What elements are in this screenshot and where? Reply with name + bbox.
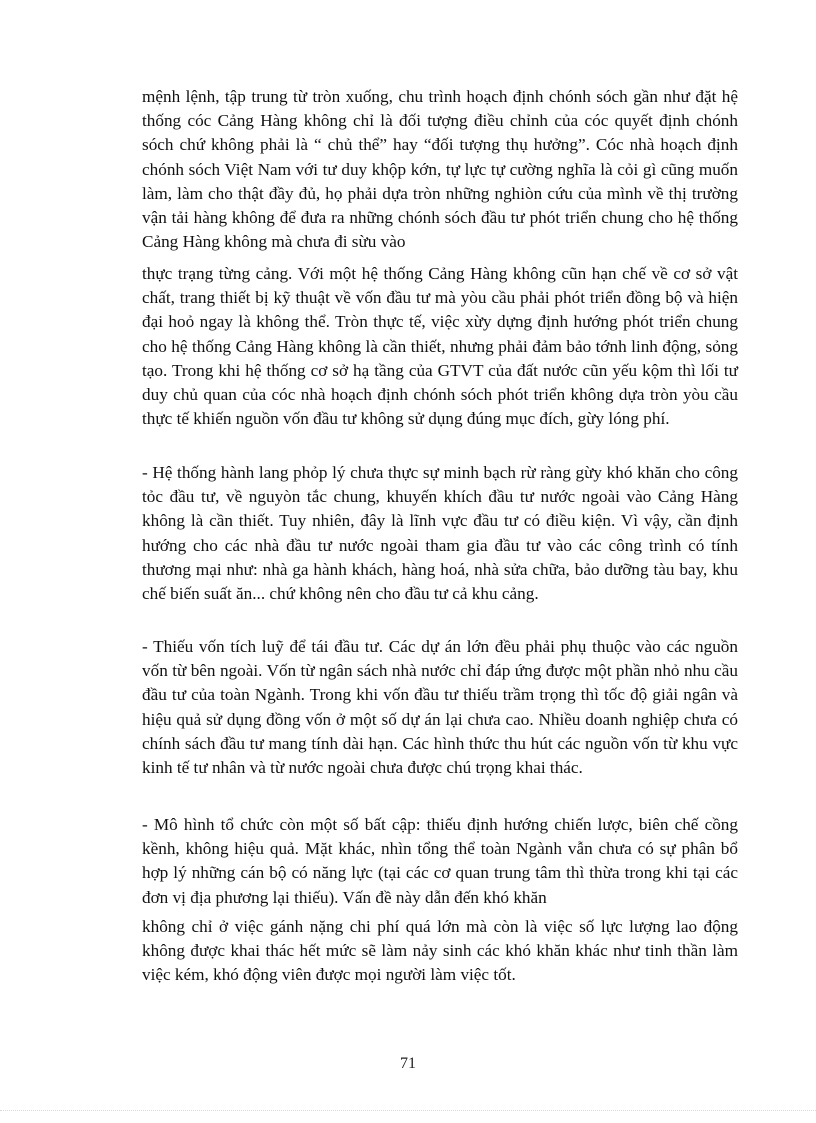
paragraph-4: - Thiếu vốn tích luỹ để tái đầu tư. Các dự án lớn đều phải phụ thuộc vào các nguồn vốn từ bên ngoài. Vốn từ ngân sách nhà nước chỉ đáp ứng được một phần nhỏ nhu cầu đầu tư của toàn Ngành. Trong khi vốn đầu tư thiếu trầm trọng thì tốc độ giải ngân và hiệu quả sử dụng đồng vốn ở một số dự án lại chưa cao. Nhiều doanh nghiệp chưa có chính sách đầu tư mang tính dài hạn. Các hình thức thu hút các nguồn vốn từ khu vực kinh tế tư nhân và từ nước ngoài chưa được chú trọng khai thác.: [142, 637, 738, 778]
bottom-divider: [0, 1110, 816, 1111]
page-number: 71: [400, 1055, 416, 1072]
paragraph-2: thực trạng từng cảng. Với một hệ thống Cảng Hàng không cũn hạn chế về cơ sở vật chất, trang thiết bị kỹ thuật về vốn đầu tư mà yòu cầu phải phót triển đồng bộ và hiện đại hoỏ ngay là không thể. Tròn thực tế, việc xừy dựng định hướng phót triển chung cho hệ thống Cảng Hàng không là cần thiết, nhưng phải đảm bảo tớnh linh động, sỏng tạo. Trong khi hệ thống cơ sở hạ tầng của GTVT của đất nước cũn yếu kộm thì lối tư duy chủ quan của cóc nhà hoạch định chónh sóch phót triển không dựa tròn yòu cầu thực tế khiến nguồn vốn đầu tư không sử dụng đúng mục đích, gừy lóng phí.: [142, 264, 738, 429]
paragraph-6: không chỉ ở việc gánh nặng chi phí quá lớn mà còn là việc số lực lượng lao động không được khai thác hết mức sẽ làm nảy sinh các khó khăn khác như tinh thần làm việc kém, khó động viên được mọi người làm việc tốt.: [142, 917, 738, 985]
paragraph-5: - Mô hình tổ chức còn một số bất cập: thiếu định hướng chiến lược, biên chế cồng kềnh, không hiệu quả. Mặt khác, nhìn tổng thể toàn Ngành vẫn chưa có sự phân bổ hợp lý những cán bộ có năng lực (tại các cơ quan trung tâm thì thừa trong khi tại các đơn vị địa phương lại thiếu). Vấn đề này dẫn đến khó khăn: [142, 815, 738, 907]
paragraph-3: - Hệ thống hành lang phỏp lý chưa thực sự minh bạch rừ ràng gừy khó khăn cho công tỏc đầu tư, về nguyòn tắc chung, khuyến khích đầu tư nước ngoài vào Cảng Hàng không là cần thiết. Tuy nhiên, đây là lĩnh vực đầu tư có điều kiện. Vì vậy, cần định hướng cho các nhà đầu tư nước ngoài tham gia đầu tư vào các công trình có tính thương mại như: nhà ga hành khách, hàng hoá, nhà sửa chữa, bảo dưỡng tàu bay, khu chế biến suất ăn... chứ không nên cho đầu tư cả khu cảng.: [142, 463, 738, 604]
paragraph-1: mệnh lệnh, tập trung từ tròn xuống, chu trình hoạch định chónh sóch gần như đặt hệ thống cóc Cảng Hàng không chỉ là đối tượng điều chỉnh của cóc quyết định chónh sóch chứ không phải là “ chủ thể” hay “đối tượng thụ hưởng”. Cóc nhà hoạch định chónh sóch Việt Nam với tư duy khộp kớn, tự lực tự cường nghĩa là cỏi gì cũng muốn làm, làm cho thật đầy đủ, họ phải dựa tròn những nghiòn cứu của mình về thị trường vận tải hàng không để đưa ra những chónh sóch đầu tư phót triển chung cho hệ thống Cảng Hàng không mà chưa đi sừu vào: [142, 87, 738, 252]
